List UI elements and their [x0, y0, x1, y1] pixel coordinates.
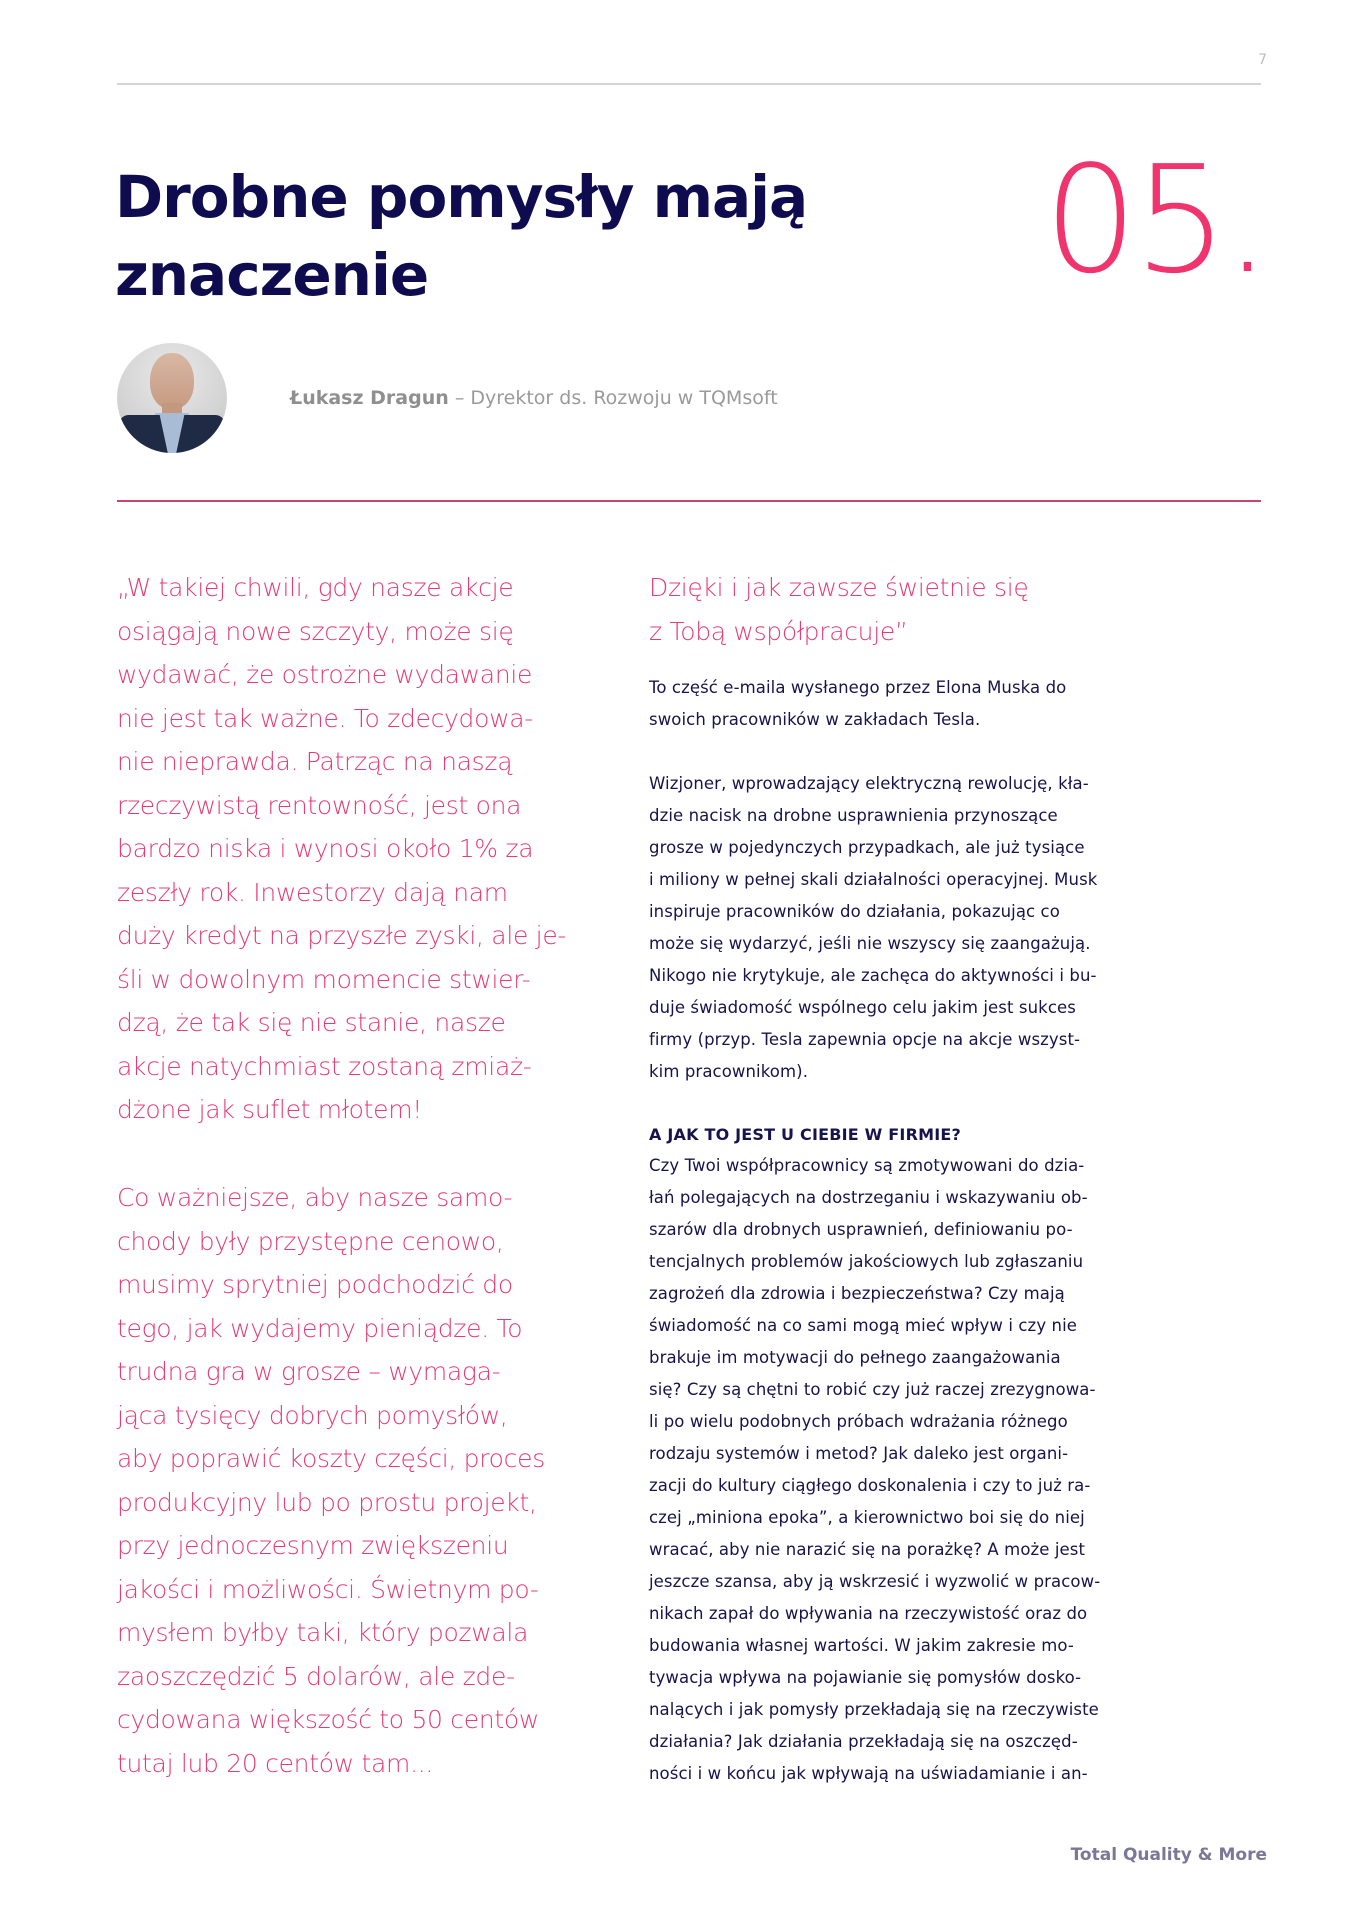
- text-line: chody były przystępne cenowo,: [117, 1226, 504, 1256]
- text-line: zacji do kultury ciągłego doskonalenia i czy to już ra-: [649, 1476, 1091, 1495]
- text-line: z Tobą współpracuje”: [649, 616, 908, 646]
- text-line: produkcyjny lub po prostu projekt,: [117, 1487, 537, 1517]
- article-title-line: znaczenie: [115, 241, 429, 309]
- article-title-line: Drobne pomysły mają: [115, 163, 808, 231]
- text-line: musimy sprytniej podchodzić do: [117, 1270, 513, 1299]
- text-line: i miliony w pełnej skali działalności operacyjnej. Musk: [649, 870, 1098, 889]
- text-line: brakuje im motywacji do pełnego zaangażowania: [649, 1348, 1061, 1367]
- text-line: ności i w końcu jak wpływają na uświadamianie i an-: [649, 1764, 1088, 1783]
- text-line: dzie nacisk na drobne usprawnienia przynoszące: [649, 806, 1058, 825]
- text-line: tencjalnych problemów jakościowych lub zgłaszaniu: [649, 1252, 1084, 1271]
- text-line: akcje natychmiast zostaną zmiaż-: [117, 1051, 532, 1081]
- quote-ending: [649, 566, 1029, 653]
- text-line: jakości i możliwości. Świetnym po-: [117, 1574, 539, 1604]
- text-line: grosze w pojedynczych przypadkach, ale już tysiące: [649, 838, 1085, 857]
- text-line: Wizjoner, wprowadzający elektryczną rewolucję, kła-: [649, 774, 1089, 793]
- text-line: firmy (przyp. Tesla zapewnia opcje na akcje wszyst-: [649, 1030, 1081, 1049]
- text-line: przy jednoczesnym zwiększeniu: [117, 1531, 509, 1560]
- page-number: 7: [1258, 52, 1267, 68]
- text-line: świadomość na co sami mogą mieć wpływ i czy nie: [649, 1316, 1078, 1335]
- article-paragraph-2: [649, 768, 1097, 1088]
- text-line: budowania własnej wartości. W jakim zakresie mo-: [649, 1636, 1074, 1655]
- text-line: wracać, aby nie narazić się na porażkę? A może jest: [649, 1540, 1086, 1559]
- author-byline: [290, 387, 778, 409]
- text-line: nie nieprawda. Patrząc na naszą: [117, 747, 513, 776]
- text-line: nie jest tak ważne. To zdecydowa-: [117, 703, 534, 733]
- text-line: Nikogo nie krytykuje, ale zachęca do aktywności i bu-: [649, 966, 1097, 985]
- article-intro: [649, 672, 1066, 736]
- text-line: zeszły rok. Inwestorzy dają nam: [117, 877, 508, 907]
- text-line: nikach zapał do wpływania na rzeczywistość oraz do: [649, 1604, 1088, 1623]
- text-line: duje świadomość wspólnego celu jakim jest sukces: [649, 998, 1076, 1017]
- top-divider: [117, 83, 1261, 85]
- author-role: Dyrektor ds. Rozwoju w TQMsoft: [470, 387, 778, 409]
- text-line: osiągają nowe szczyty, może się: [117, 616, 514, 646]
- text-line: łań polegających na dostrzeganiu i wskazywaniu ob-: [649, 1188, 1088, 1207]
- text-line: rzeczywistą rentowność, jest ona: [117, 790, 522, 820]
- text-line: inspiruje pracowników do działania, pokazując co: [649, 902, 1060, 921]
- text-line: tutaj lub 20 centów tam...: [117, 1748, 434, 1778]
- quote-paragraph-1: [117, 566, 617, 1132]
- text-line: wydawać, że ostrożne wydawanie: [117, 660, 533, 689]
- text-line: To część e-maila wysłanego przez Elona Muska do: [649, 678, 1067, 697]
- text-line: szarów dla drobnych usprawnień, definiowaniu po-: [649, 1220, 1073, 1239]
- author-name: Łukasz Dragun: [290, 387, 449, 409]
- text-line: kim pracownikom).: [649, 1062, 809, 1081]
- text-line: bardzo niska i wynosi około 1% za: [117, 834, 534, 863]
- text-line: dzą, że tak się nie stanie, nasze: [117, 1008, 506, 1037]
- footer-brand: Total Quality & More: [1070, 1845, 1267, 1865]
- text-line: dżone jak suflet młotem!: [117, 1095, 423, 1124]
- text-line: „W takiej chwili, gdy nasze akcje: [117, 573, 514, 602]
- text-line: tywacja wpływa na pojawianie się pomysłów dosko-: [649, 1668, 1082, 1687]
- text-line: może się wydarzyć, jeśli nie wszyscy się zaangażują.: [649, 934, 1091, 953]
- text-line: się? Czy są chętni to robić czy już raczej zrezygnowa-: [649, 1380, 1096, 1399]
- text-line: trudna gra w grosze – wymaga-: [117, 1357, 501, 1386]
- text-line: rodzaju systemów i metod? Jak daleko jest organi-: [649, 1444, 1069, 1463]
- text-line: działania? Jak działania przekładają się na oszczęd-: [649, 1732, 1078, 1751]
- text-line: jeszcze szansa, aby ją wskrzesić i wyzwolić w pracow-: [649, 1572, 1101, 1591]
- text-line: aby poprawić koszty części, proces: [117, 1444, 545, 1473]
- text-line: zaoszczędzić 5 dolarów, ale zde-: [117, 1661, 515, 1691]
- chapter-number: 05.: [1043, 134, 1267, 306]
- text-line: li po wielu podobnych próbach wdrażania różnego: [649, 1412, 1068, 1431]
- text-line: śli w dowolnym momencie stwier-: [117, 964, 531, 994]
- text-line: nalących i jak pomysły przekładają się na rzeczywiste: [649, 1700, 1099, 1719]
- text-line: Dzięki i jak zawsze świetnie się: [649, 573, 1029, 602]
- accent-divider: [117, 500, 1261, 502]
- quote-paragraph-2: [117, 1176, 617, 1785]
- article-paragraph-3: [649, 1150, 1100, 1790]
- text-line: zagrożeń dla zdrowia i bezpieczeństwa? Czy mają: [649, 1284, 1065, 1303]
- text-line: Czy Twoi współpracownicy są zmotywowani do dzia-: [649, 1156, 1085, 1175]
- text-line: cydowana większość to 50 centów: [117, 1705, 540, 1734]
- text-line: jąca tysięcy dobrych pomysłów,: [117, 1400, 508, 1430]
- author-avatar: [117, 343, 227, 453]
- text-line: swoich pracowników w zakładach Tesla.: [649, 710, 981, 729]
- section-heading: A JAK TO JEST U CIEBIE W FIRMIE?: [649, 1125, 961, 1144]
- text-line: mysłem byłby taki, który pozwala: [117, 1618, 529, 1647]
- text-line: tego, jak wydajemy pieniądze. To: [117, 1313, 523, 1343]
- text-line: czej „miniona epoka”, a kierownictwo boi się do niej: [649, 1508, 1085, 1527]
- text-line: Co ważniejsze, aby nasze samo-: [117, 1183, 513, 1212]
- text-line: duży kredyt na przyszłe zyski, ale je-: [117, 921, 567, 950]
- article-title: [115, 158, 807, 314]
- author-separator: –: [448, 387, 471, 409]
